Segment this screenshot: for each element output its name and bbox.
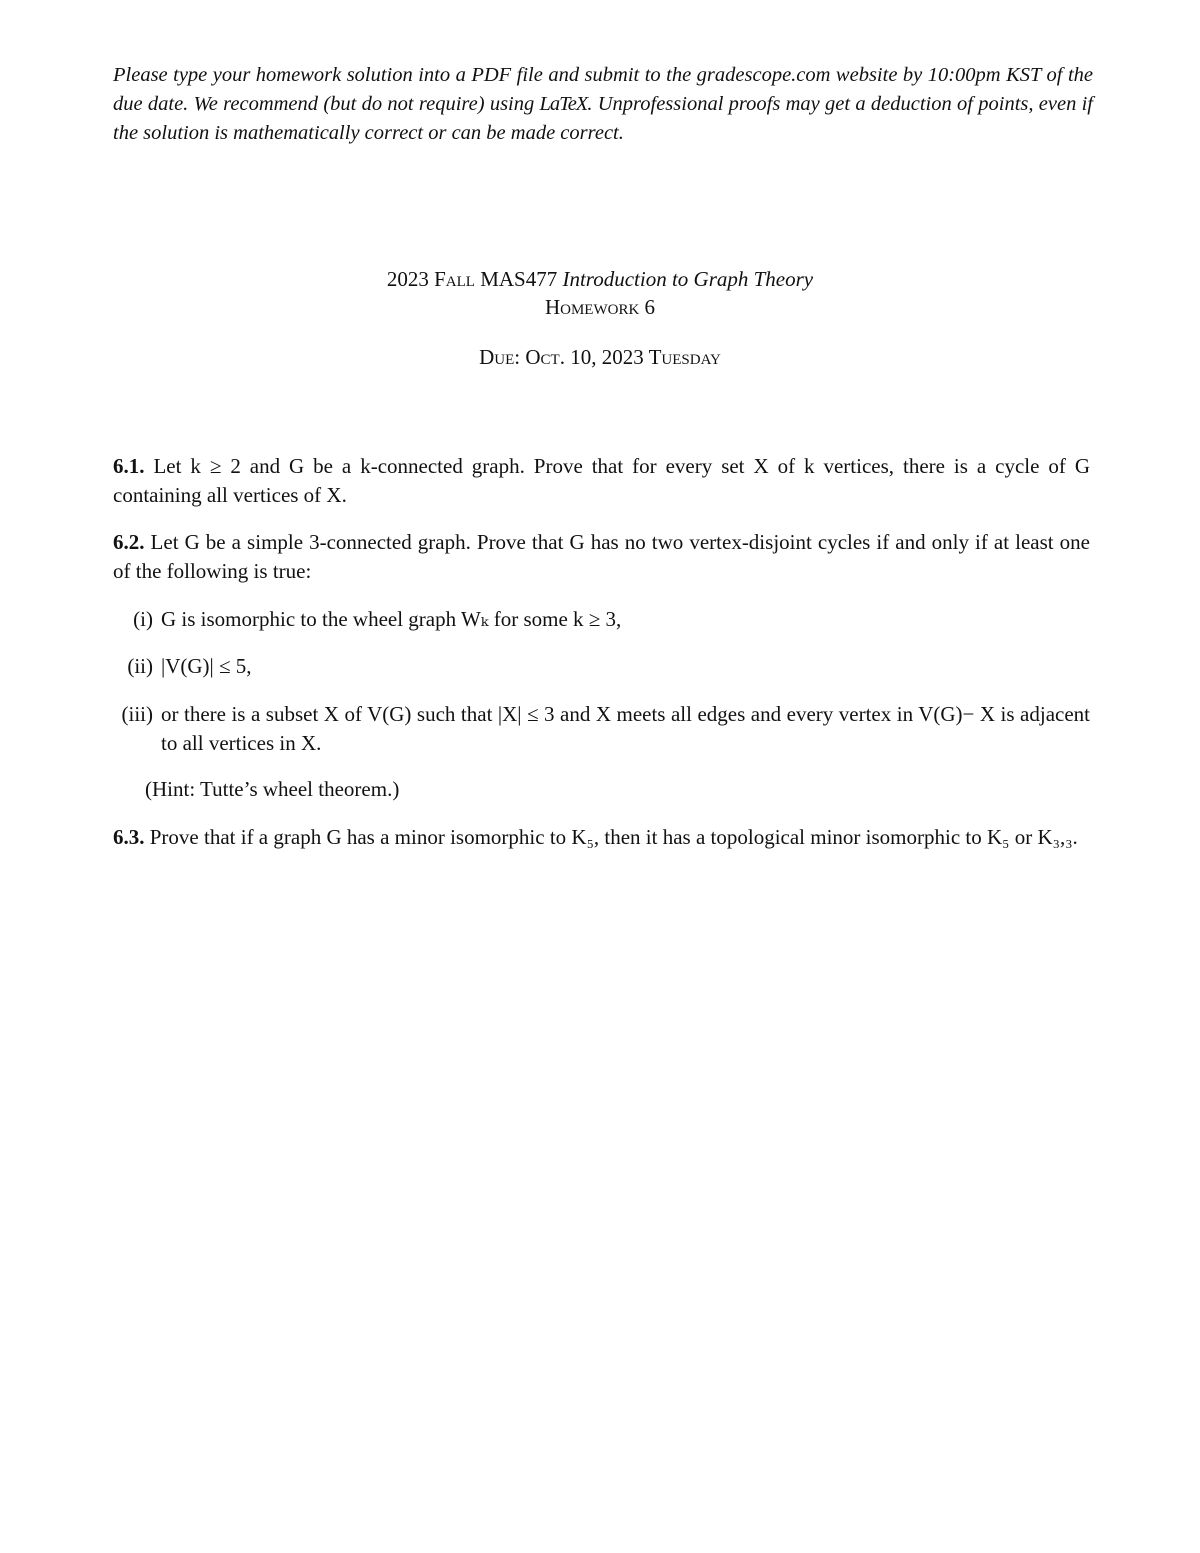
- due-label: Due:: [479, 345, 521, 369]
- course-code: MAS477: [474, 267, 563, 291]
- due-line: [0, 345, 1200, 370]
- year: 2023: [386, 267, 435, 291]
- item-text: or there is a subset X of V(G) such that |X| ≤ 3 and X meets all edges and every vertex in V(G)− X is adjacent to all vertices in X.: [161, 702, 1090, 755]
- problem-6-3: [113, 823, 1090, 852]
- item-label: (i): [133, 607, 153, 631]
- problem-text: Prove that if a graph G has a minor isomorphic to K₅, then it has a topological minor isomorphic to K₅ or K₃,₃.: [144, 825, 1078, 849]
- term: Fall: [434, 267, 475, 291]
- problem-number: 6.1.: [113, 454, 145, 478]
- course-title-line: [0, 267, 1200, 292]
- problem-text: Let k ≥ 2 and G be a k-connected graph. Prove that for every set X of k vertices, there is a cycle of G containing all vertices of X.: [113, 454, 1090, 507]
- hint: (Hint: Tutte’s wheel theorem.): [145, 777, 400, 801]
- item-text: G is isomorphic to the wheel graph Wₖ for some k ≥ 3,: [161, 607, 622, 631]
- problem-text: Let G be a simple 3-connected graph. Prove that G has no two vertex-disjoint cycles if and only if at least one of the following is true:: [113, 530, 1090, 583]
- due-day: Tuesday: [648, 345, 721, 369]
- problem-6-2: [113, 528, 1090, 586]
- item-label: (ii): [127, 654, 153, 678]
- course-title: Introduction to Graph Theory: [562, 267, 814, 291]
- due-date: Oct. 10, 2023: [520, 345, 649, 369]
- notice-text-1: Please type your homework solution into a PDF file and submit to the gradescope.com website by 10:00pm KST of the due date. We recommend (but do not require) using: [113, 64, 1093, 115]
- latex-logo: LaTeX: [539, 93, 588, 115]
- problem-number: 6.2.: [113, 530, 145, 554]
- item-label: (iii): [121, 702, 153, 726]
- submission-notice: [113, 61, 1093, 148]
- item-text: |V(G)| ≤ 5,: [161, 654, 252, 678]
- homework-title: Homework 6: [544, 295, 656, 319]
- problem-6-1: [113, 452, 1090, 510]
- problem-number: 6.3.: [113, 825, 145, 849]
- notice-text-2: . Unprofessional proofs may get a deduction of points, even if the solution is mathematically correct or can be made correct.: [113, 93, 1093, 144]
